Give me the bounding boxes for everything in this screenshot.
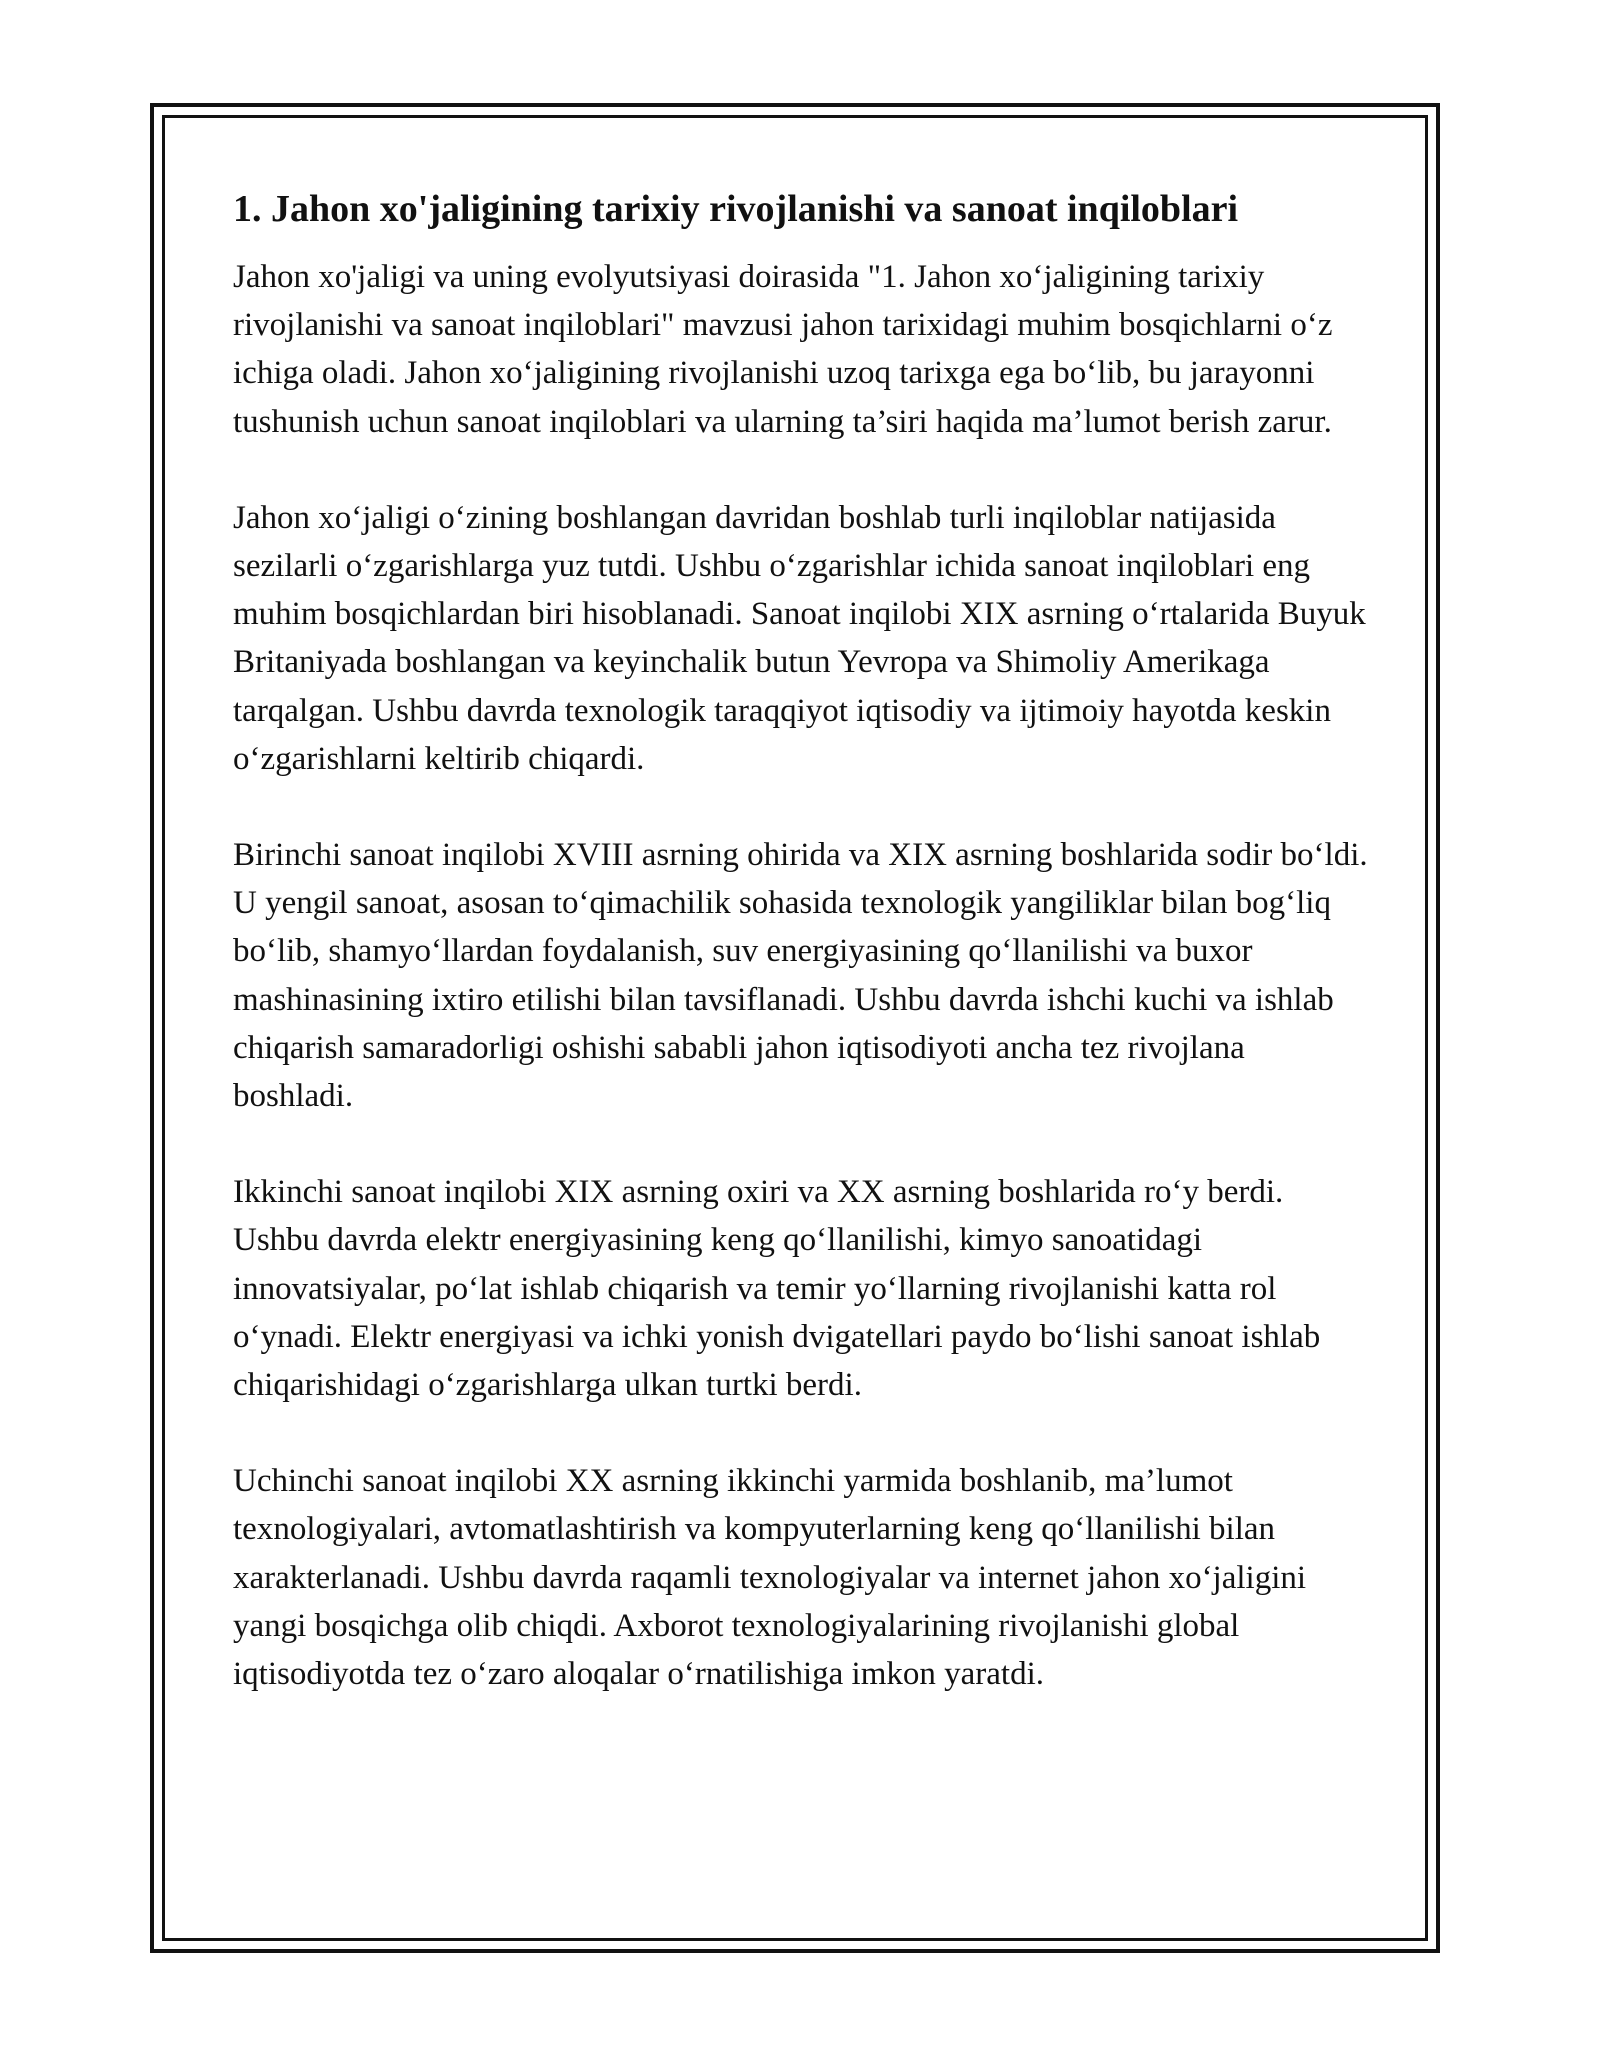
document-body — [233, 185, 1368, 1746]
paragraph-5: Uchinchi sanoat inqilobi XX asrning ikkinchi yarmida boshlanib, ma’lumot texnologiyalari, avtomatlashtirish va kompyuterlarning keng qo‘llanilishi bilan xarakterlanadi. Ushbu davrda raqamli texnologiyalar va internet jahon xo‘jaligini yangi bosqichga olib chiqdi. Axborot texnologiyalarining rivojlanishi global iqtisodiyotda tez o‘zaro aloqalar o‘rnatilishiga imkon yaratdi. — [233, 1463, 1307, 1693]
paragraph-2: Jahon xo‘jaligi o‘zining boshlangan davridan boshlab turli inqiloblar natijasida sezilarli o‘zgarishlarga yuz tutdi. Ushbu o‘zgarishlar ichida sanoat inqiloblari eng muhim bosqichlardan biri hisoblanadi. Sanoat inqilobi XIX asrning o‘rtalarida Buyuk Britaniyada boshlangan va keyinchalik butun Yevropa va Shimoliy Amerikaga tarqalgan. Ushbu davrda texnologik taraqqiyot iqtisodiy va ijtimoiy hayotda keskin o‘zgarishlarni keltirib chiqardi. — [233, 499, 1366, 777]
paragraph-4: Ikkinchi sanoat inqilobi XIX asrning oxiri va XX asrning boshlarida ro‘y berdi. Ushbu davrda elektr energiyasining keng qo‘llanilishi, kimyo sanoatidagi innovatsiyalar, po‘lat ishlab chiqarish va temir yo‘llarning rivojlanishi katta rol o‘ynadi. Elektr energiyasi va ichki yonish dvigatellari paydo bo‘lishi sanoat ishlab chiqarishidagi o‘zgarishlarga ulkan turtki berdi. — [233, 1174, 1321, 1404]
section-heading: 1. Jahon xo'jaligining tarixiy rivojlanishi va sanoat inqiloblari — [233, 188, 1239, 230]
paragraph-1: Jahon xo'jaligi va uning evolyutsiyasi doirasida "1. Jahon xo‘jaligining tarixiy rivojlanishi va sanoat inqiloblari" mavzusi jahon tarixidagi muhim bosqichlarni o‘z ichiga oladi. Jahon xo‘jaligining rivojlanishi uzoq tarixga ega bo‘lib, bu jarayonni tushunish uchun sanoat inqiloblari va ularning ta’siri haqida ma’lumot berish zarur. — [233, 259, 1333, 440]
paragraph-3: Birinchi sanoat inqilobi XVIII asrning ohirida va XIX asrning boshlarida sodir bo‘ldi. U yengil sanoat, asosan to‘qimachilik sohasida texnologik yangiliklar bilan bog‘liq bo‘lib, shamyo‘llardan foydalanish, suv energiyasining qo‘llanilishi va buxor mashinasining ixtiro etilishi bilan tavsiflanadi. Ushbu davrda ishchi kuchi va ishlab chiqarish samaradorligi oshishi sababli jahon iqtisodiyoti ancha tez rivojlana boshladi. — [233, 837, 1368, 1115]
